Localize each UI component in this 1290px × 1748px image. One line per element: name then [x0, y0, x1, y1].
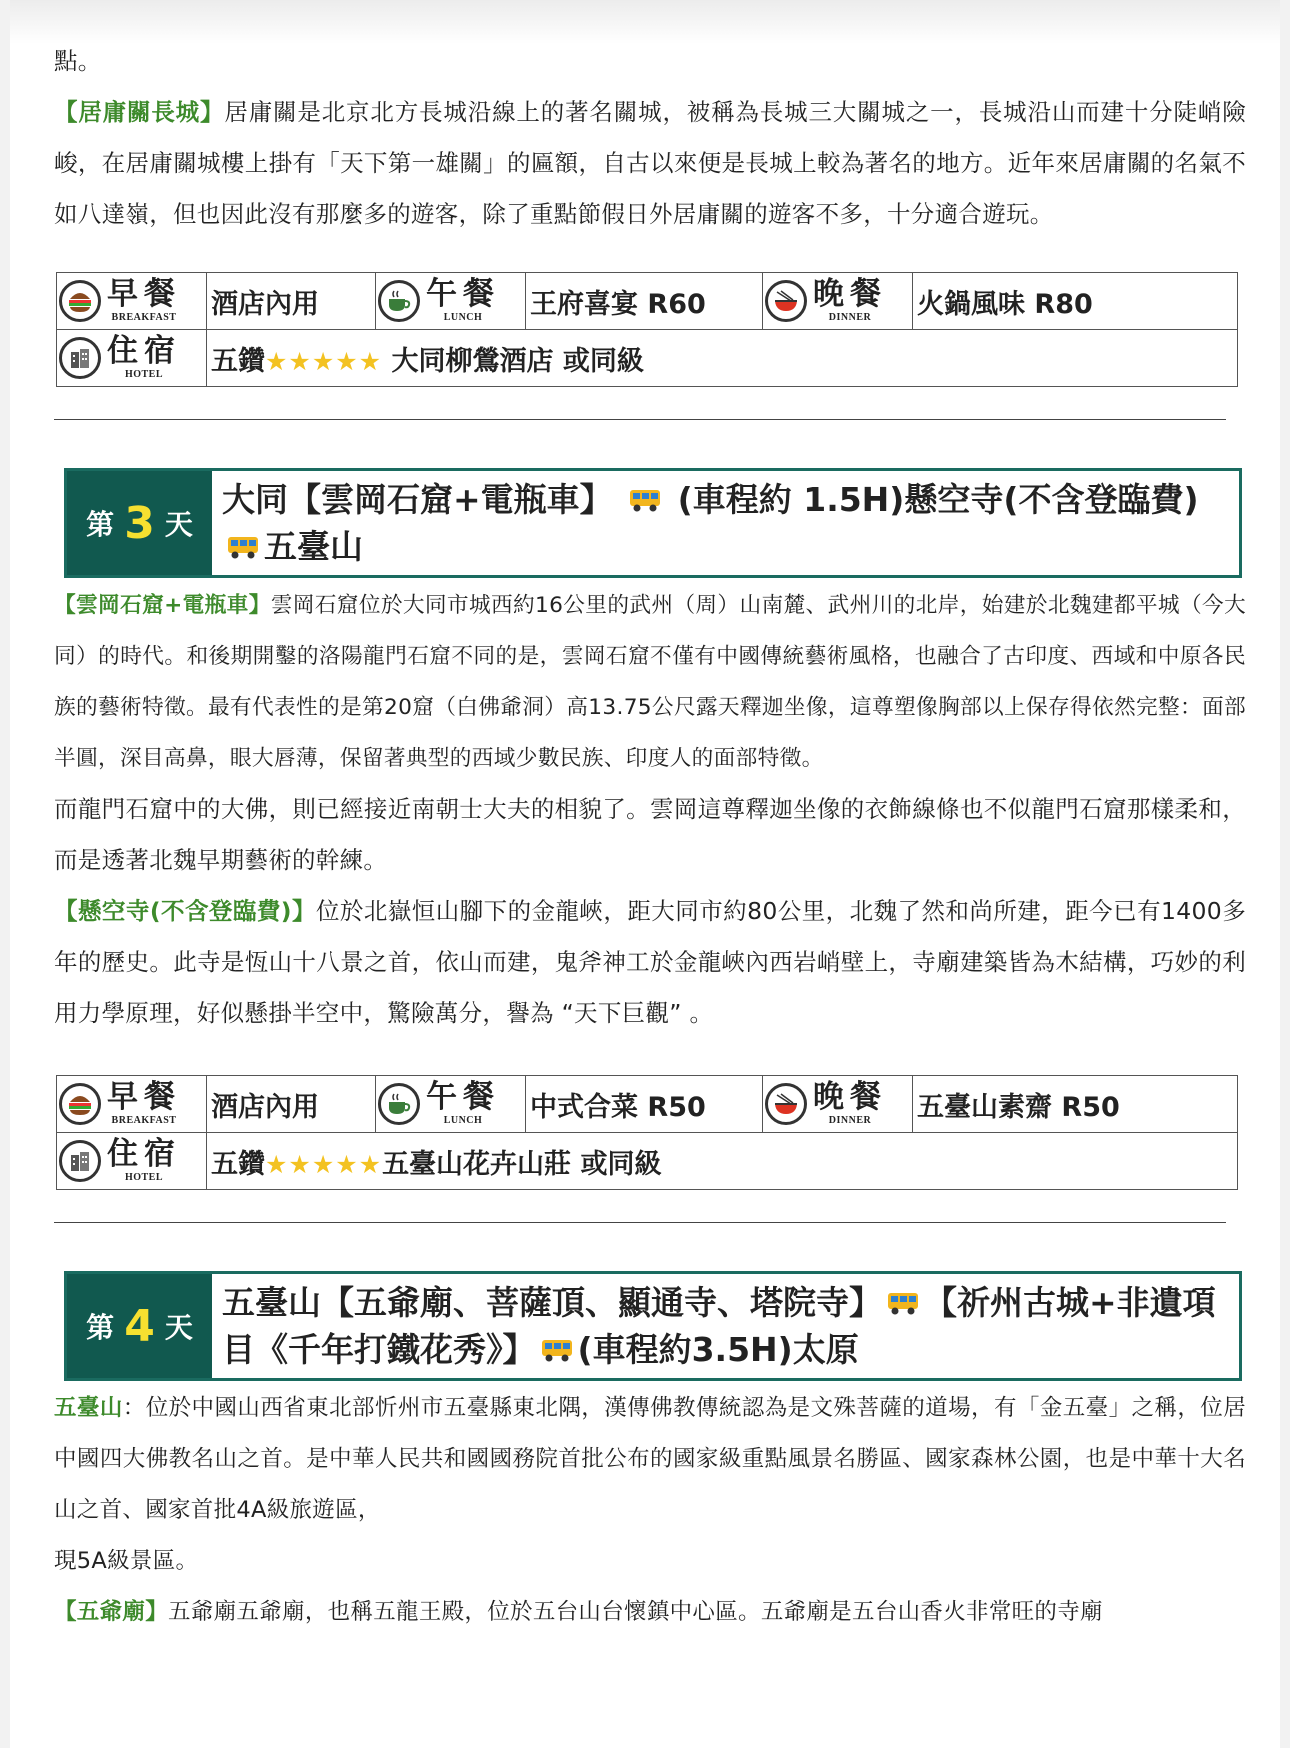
- lunch-label-en: LUNCH: [443, 312, 483, 323]
- lunch-label-en: LUNCH: [443, 1115, 483, 1126]
- day3-title-part3: 五臺山: [264, 527, 363, 566]
- day3-title: [212, 471, 1239, 575]
- hotel-value-cell: [207, 330, 1238, 387]
- burger-icon: [59, 1083, 101, 1125]
- day3-title-part2: (車程約 1.5H)懸空寺(不含登臨費): [677, 480, 1199, 519]
- lunch-label: 午餐: [426, 1079, 500, 1115]
- day4-badge: [67, 1274, 212, 1378]
- dinner-label-cell: [763, 273, 913, 330]
- document-content: [54, 36, 1246, 1638]
- bus-icon: [226, 526, 260, 571]
- dinner-label-cell: [763, 1076, 913, 1133]
- dinner-label: 晚餐: [813, 1079, 887, 1115]
- yungang-text: 雲岡石窟位於大同市城西約16公里的武州（周）山南麓、武州川的北岸，始建於北魏建都平城（今大同）的時代。和後期開鑿的洛陽龍門石窟不同的是，雲岡石窟不僅有中國傳統藝術風格，也融合了古印度、西域和中原各民族的藝術特徵。最有代表性的是第20窟（白佛爺洞）高13.75公尺露天釋迦坐像，這尊塑像胸部以上保存得依然完整：面部半圓，深目高鼻，眼大唇薄，保留著典型的西域少數民族、印度人的面部特徵。: [54, 593, 1246, 771]
- section-divider: [54, 419, 1226, 420]
- coffee-cup-icon: [378, 1083, 420, 1125]
- lunch-label: 午餐: [426, 276, 500, 312]
- breakfast-label: 早餐: [107, 1079, 181, 1115]
- wuye-text: 五爺廟五爺廟，也稱五龍王殿，位於五台山台懷鎮中心區。五爺廟是五台山香火非常旺的寺廟: [168, 1599, 1103, 1625]
- breakfast-label-cell: [57, 1076, 207, 1133]
- coffee-cup-icon: [378, 280, 420, 322]
- burger-icon: [59, 280, 101, 322]
- xuankong-text: 位於北嶽恒山腳下的金龍峽，距大同市約80公里，北魏了然和尚所建，距今已有1400多年的歷史。此寺是恆山十八景之首，依山而建，鬼斧神工於金龍峽內西岩峭壁上，寺廟建築皆為木結構，巧妙的利用力學原理，好似懸掛半空中，驚險萬分，譽為 “天下巨觀” 。: [54, 897, 1246, 1027]
- wutai-text-2: 現5A級景區。: [54, 1548, 199, 1574]
- star-rating-icon: ★★★★★: [265, 1149, 383, 1179]
- wutai-heading: 五臺山: [54, 1395, 123, 1421]
- day3-title-part1: 大同【雲岡石窟+電瓶車】: [222, 480, 613, 519]
- dinner-label-en: DINNER: [828, 1115, 872, 1126]
- yungang-paragraph-2: [54, 784, 1246, 886]
- day4-title: [212, 1274, 1239, 1378]
- day4-title-part1: 五臺山【五爺廟、菩薩頂、顯通寺、塔院寺】: [222, 1283, 882, 1322]
- bus-icon: [540, 1329, 574, 1374]
- hotel-value-cell: [207, 1133, 1238, 1190]
- star-rating-icon: ★★★★★: [265, 346, 383, 376]
- wuye-heading: 【五爺廟】: [54, 1599, 169, 1625]
- day3-header: [64, 468, 1242, 578]
- wutai-text: ：位於中國山西省東北部忻州市五臺縣東北隅，漢傳佛教傳統認為是文殊菩薩的道場，有「金五臺」之稱，位居中國四大佛教名山之首。是中華人民共和國國務院首批公布的國家級重點風景名勝區、國家森林公園，也是中華十大名山之首、國家首批4A級旅遊區，: [54, 1395, 1246, 1523]
- building-icon: [59, 337, 101, 379]
- day3-badge: [67, 471, 212, 575]
- day-number: 3: [124, 497, 155, 549]
- breakfast-value: 酒店內用: [207, 273, 376, 330]
- day-suffix: 天: [164, 508, 193, 541]
- yungang-paragraph: [54, 580, 1246, 784]
- yungang-heading: 【雲岡石窟+電瓶車】: [54, 593, 271, 618]
- day-number: 4: [124, 1300, 155, 1352]
- hotel-name: 五臺山花卉山莊 或同級: [382, 1148, 662, 1180]
- breakfast-value: 酒店內用: [207, 1076, 376, 1133]
- top-paragraph: [54, 36, 1246, 87]
- document-page: [10, 0, 1280, 1748]
- wuye-paragraph: [54, 1587, 1246, 1638]
- dinner-value: 火鍋風味 R80: [913, 273, 1238, 330]
- juyong-heading: 【居庸關長城】: [54, 98, 225, 126]
- bus-icon: [628, 479, 662, 524]
- breakfast-label-en: BREAKFAST: [111, 312, 177, 323]
- meal-table-day3: [56, 1075, 1238, 1190]
- lunch-label-cell: [376, 1076, 526, 1133]
- dinner-label: 晚餐: [813, 276, 887, 312]
- breakfast-label: 早餐: [107, 276, 181, 312]
- yungang-text-2: 而龍門石窟中的大佛，則已經接近南朝士大夫的相貌了。雲岡這尊釋迦坐像的衣飾線條也不似龍門石窟那樣柔和，而是透著北魏早期藝術的幹練。: [54, 795, 1246, 874]
- day-prefix: 第: [86, 508, 115, 541]
- day-prefix: 第: [86, 1311, 115, 1344]
- hotel-name: 大同柳鶯酒店 或同級: [391, 345, 644, 377]
- lunch-value: 中式合菜 R50: [526, 1076, 763, 1133]
- xuankong-heading: 【懸空寺(不含登臨費)】: [54, 897, 316, 925]
- breakfast-label-en: BREAKFAST: [111, 1115, 177, 1126]
- breakfast-label-cell: [57, 273, 207, 330]
- noodle-bowl-icon: [765, 280, 807, 322]
- juyong-paragraph: [54, 87, 1246, 240]
- lunch-value: 王府喜宴 R60: [526, 273, 763, 330]
- xuankong-paragraph: [54, 886, 1246, 1039]
- section-divider: [54, 1222, 1226, 1223]
- wutai-paragraph: [54, 1383, 1246, 1536]
- hotel-label-cell: [57, 1133, 207, 1190]
- building-icon: [59, 1140, 101, 1182]
- hotel-label-en: HOTEL: [124, 1172, 164, 1183]
- bus-icon: [886, 1282, 920, 1327]
- hotel-grade: 五鑽: [211, 345, 265, 377]
- wutai-paragraph-2: [54, 1536, 1246, 1587]
- day-suffix: 天: [164, 1311, 193, 1344]
- lunch-label-cell: [376, 273, 526, 330]
- hotel-label: 住宿: [107, 333, 181, 369]
- noodle-bowl-icon: [765, 1083, 807, 1125]
- hotel-label-cell: [57, 330, 207, 387]
- paragraph-text: 點。: [54, 47, 102, 75]
- day4-title-part2: 【祈州古城+非遺項目《千年打鐵花秀》】: [222, 1283, 1216, 1369]
- hotel-grade: 五鑽: [211, 1148, 265, 1180]
- juyong-text: 居庸關是北京北方長城沿線上的著名關城，被稱為長城三大關城之一，長城沿山而建十分陡峭險峻，在居庸關城樓上掛有「天下第一雄關」的匾額，自古以來便是長城上較為著名的地方。近年來居庸關的名氣不如八達嶺，但也因此沒有那麼多的遊客，除了重點節假日外居庸關的遊客不多，十分適合遊玩。: [54, 98, 1246, 228]
- meal-table-day2: [56, 272, 1238, 387]
- hotel-label-en: HOTEL: [124, 369, 164, 380]
- day4-title-part3: (車程約3.5H)太原: [577, 1330, 859, 1369]
- dinner-label-en: DINNER: [828, 312, 872, 323]
- day4-header: [64, 1271, 1242, 1381]
- hotel-label: 住宿: [107, 1136, 181, 1172]
- dinner-value: 五臺山素齋 R50: [913, 1076, 1238, 1133]
